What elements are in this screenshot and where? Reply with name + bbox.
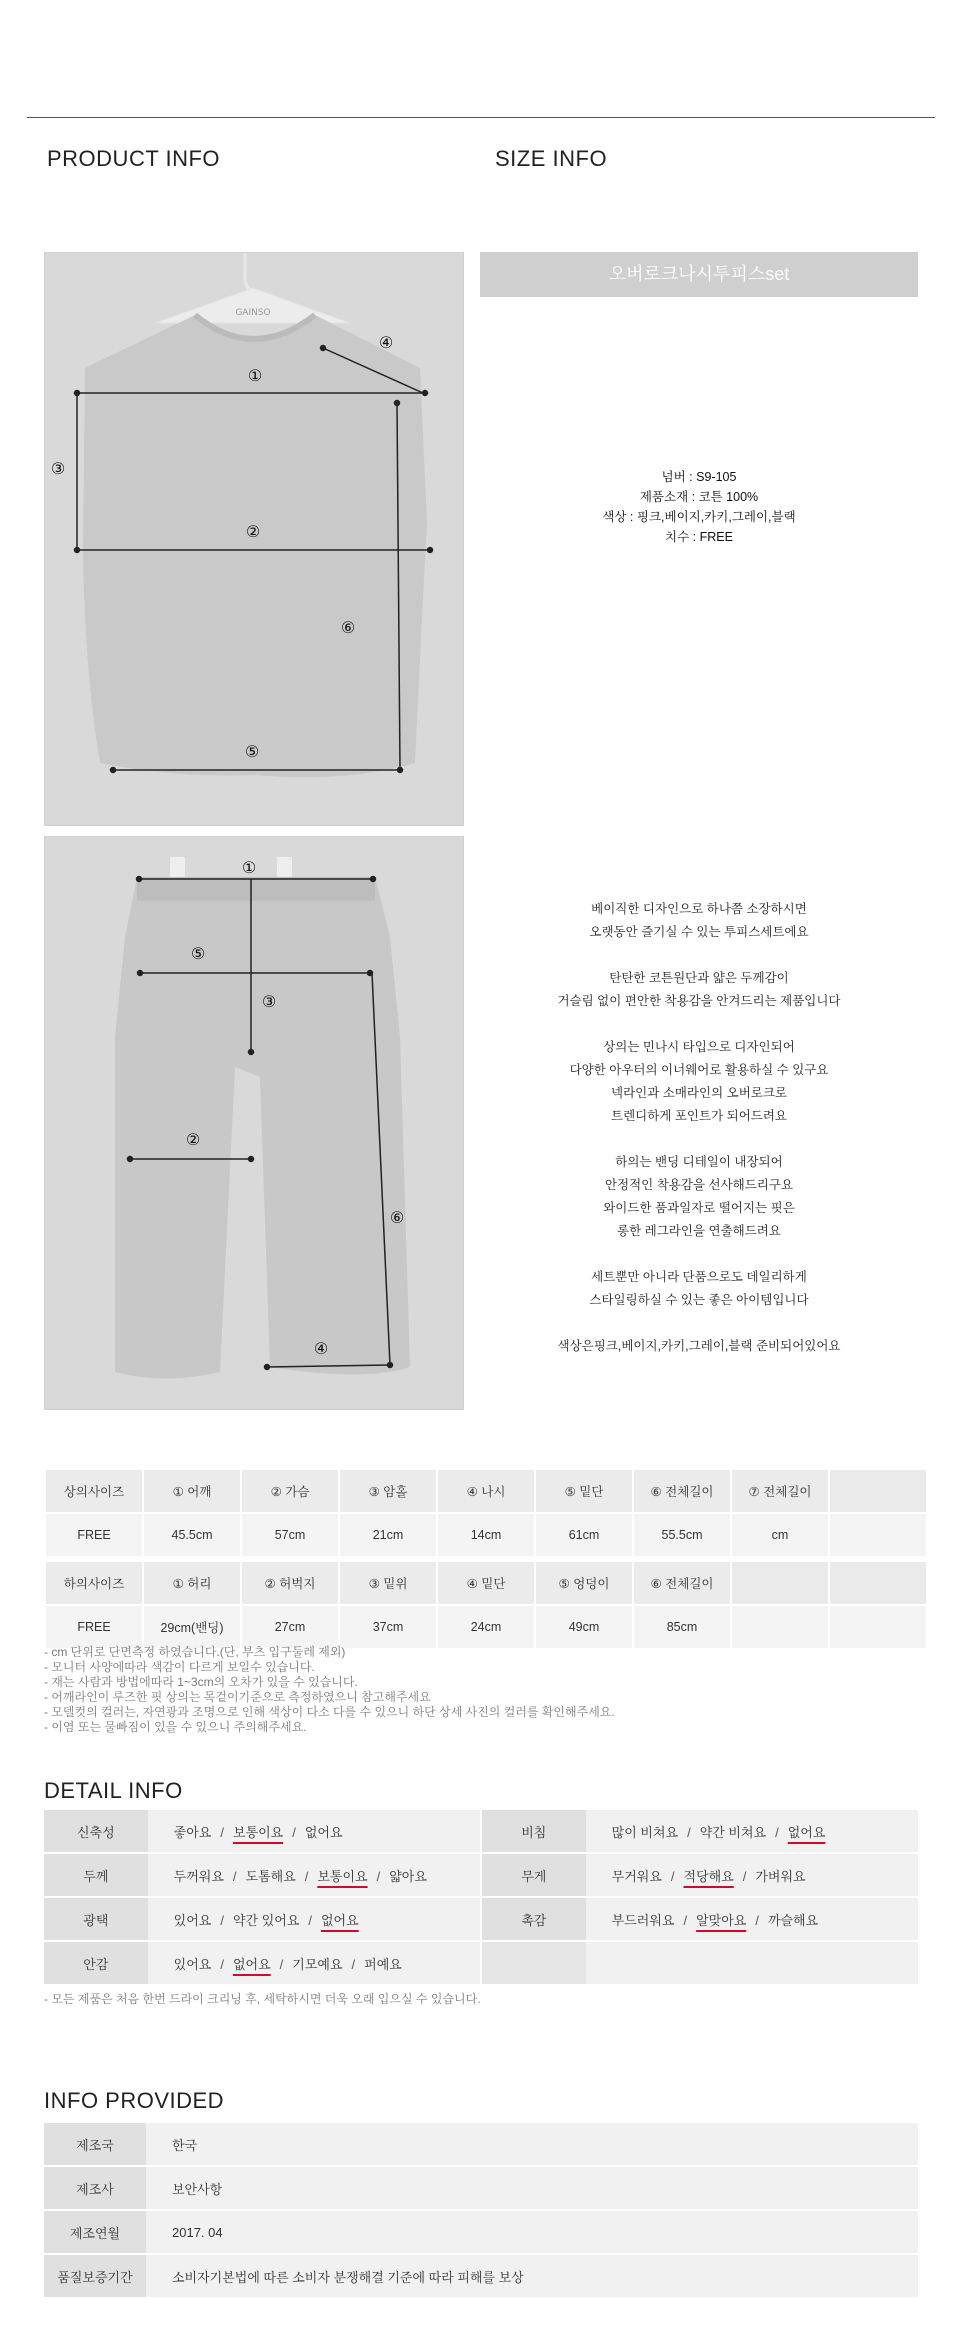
bottom-size-cell: ④ 밑단 [438,1562,534,1604]
bottom-size-cell: ⑤ 엉덩이 [536,1562,632,1604]
detail-option-selected: 알맞아요 [696,1912,747,1928]
bottom-size-cell: 37cm [340,1606,436,1648]
detail-option-selected: 없어요 [321,1912,359,1928]
info-row [44,2254,918,2298]
detail-option: 퍼예요 [364,1956,402,1972]
description-paragraph [480,898,918,944]
detail-label: 신축성 [44,1810,148,1853]
description-paragraph [480,1036,918,1128]
top-measurement-photo [44,252,464,826]
pants-measurement-diagram [45,837,463,1409]
top-size-cell: 14cm [438,1514,534,1556]
top-size-cell: 57cm [242,1514,338,1556]
top-size-cell: 61cm [536,1514,632,1556]
bottom-size-cell: ② 허벅지 [242,1562,338,1604]
pants-marker-4: ④ [313,1339,329,1358]
top-divider [27,117,935,118]
pants-marker-3: ③ [261,992,277,1011]
info-label: 제조연월 [44,2210,146,2254]
info-provided-heading: INFO PROVIDED [44,2088,225,2113]
description-line: 다양한 아우터의 이너웨어로 활용하실 수 있구요 [569,1063,829,1077]
top-measurement-diagram [45,253,463,825]
bottom-size-table [44,1560,928,1650]
option-separator: / [376,1868,381,1884]
description-paragraph [480,1266,918,1312]
info-value: 한국 [146,2123,918,2166]
description-line: 롱한 레그라인을 연출해드려요 [617,1224,781,1238]
option-separator: / [670,1868,675,1884]
pants-measurement-photo [44,836,464,1410]
option-separator: / [687,1824,691,1840]
detail-values [148,1810,481,1853]
option-separator: / [308,1912,312,1928]
info-row [44,2166,918,2210]
description-line: 와이드한 품과일자로 떨어지는 핏은 [603,1201,795,1215]
description-line: 거슬림 없이 편안한 착용감을 안겨드리는 제품입니다 [557,994,841,1008]
top-size-cell: 55.5cm [634,1514,730,1556]
top-size-cell: ⑥ 전체길이 [634,1470,730,1512]
detail-label: 광택 [44,1897,148,1941]
bottom-size-cell [830,1562,926,1604]
option-separator: / [220,1912,224,1928]
option-separator: / [775,1824,779,1840]
bottom-size-cell: 하의사이즈 [46,1562,142,1604]
description-line: 하의는 밴딩 디테일이 내장되어 [615,1155,783,1169]
detail-values [148,1941,481,1985]
detail-option-selected: 보통이요 [317,1868,368,1884]
detail-option: 기모예요 [292,1956,343,1972]
detail-option: 약간 비쳐요 [699,1824,767,1840]
top-marker-1: ① [247,366,263,385]
detail-label: 무게 [481,1853,586,1897]
size-note-line: - 어깨라인이 루즈한 핏 상의는 목겉이기준으로 측정하였으니 참고해주세요 [44,1690,431,1704]
bottom-size-cell: 49cm [536,1606,632,1648]
top-size-cell: ⑤ 밑단 [536,1470,632,1512]
pants-marker-5: ⑤ [190,944,206,963]
detail-option-selected: 없어요 [787,1824,826,1840]
product-description [480,898,918,1381]
bottom-size-cell: 29cm(밴딩) [144,1606,240,1648]
detail-row [44,1897,918,1941]
detail-option: 많이 비쳐요 [611,1824,679,1840]
size-notes [44,1645,615,1735]
bottom-size-cell: ⑥ 전체길이 [634,1562,730,1604]
detail-label [481,1941,586,1985]
detail-option: 얇아요 [389,1868,427,1884]
top-marker-4: ④ [378,333,394,352]
option-separator: / [232,1868,237,1884]
info-label: 제조국 [44,2123,146,2166]
description-line: 상의는 민나시 타입으로 디자인되어 [603,1040,795,1054]
description-line: 트렌디하게 포인트가 되어드려요 [611,1109,787,1123]
bottom-size-cell: FREE [46,1606,142,1648]
description-line: 베이직한 디자인으로 하나쯤 소장하시면 [591,902,807,916]
bottom-size-cell [732,1562,828,1604]
detail-values [586,1853,918,1897]
option-separator: / [683,1912,688,1928]
bottom-size-value-row [46,1606,926,1648]
detail-option: 부드러워요 [611,1912,675,1928]
size-note-line: - 모델컷의 컬러는, 자연광과 조명으로 인해 색상이 다소 다를 수 있으니 하단 상세 사진의 컬러를 확인해주세요. [44,1705,615,1719]
spec-material: 제품소재 : 코튼 100% [639,490,759,504]
top-size-cell: ① 어깨 [144,1470,240,1512]
detail-option: 두꺼워요 [173,1868,224,1884]
detail-values [586,1941,918,1985]
top-size-cell: FREE [46,1514,142,1556]
option-separator: / [220,1824,224,1840]
top-size-table [44,1468,928,1558]
bottom-size-header-row [46,1562,926,1604]
top-marker-6: ⑥ [340,618,356,637]
top-size-cell [830,1514,926,1556]
bottom-size-cell: 27cm [242,1606,338,1648]
detail-option: 가벼워요 [755,1868,806,1884]
description-line: 넥라인과 소매라인의 오버로크로 [611,1086,787,1100]
option-separator: / [304,1868,309,1884]
bottom-size-cell [732,1606,828,1648]
detail-option: 없어요 [304,1824,343,1840]
bottom-size-cell: ① 허리 [144,1562,240,1604]
info-row [44,2210,918,2254]
detail-values [148,1897,481,1941]
option-separator: / [279,1956,284,1972]
top-size-cell: ③ 암홀 [340,1470,436,1512]
top-size-cell: ④ 나시 [438,1470,534,1512]
size-note-line: - 재는 사람과 방법에따라 1~3cm의 오차가 있을 수 있습니다. [44,1675,358,1689]
description-line: 세트뿐만 아니라 단품으로도 데일리하게 [591,1270,807,1284]
bottom-size-cell: ③ 밑위 [340,1562,436,1604]
size-note-line: - 이염 또는 물빠짐이 있을 수 있으니 주의해주세요. [44,1720,307,1734]
detail-values [586,1897,918,1941]
info-provided-table [44,2123,918,2299]
top-marker-3: ③ [50,459,66,478]
info-value: 2017. 04 [146,2210,918,2254]
description-paragraph [480,1151,918,1243]
detail-label: 두께 [44,1853,148,1897]
detail-values [586,1810,918,1853]
description-line: 스타일링하실 수 있는 좋은 아이템입니다 [589,1293,809,1307]
detail-option-selected: 없어요 [232,1956,271,1972]
detail-info-heading: DETAIL INFO [44,1778,183,1803]
description-paragraph [480,1335,918,1358]
option-separator: / [755,1912,759,1928]
detail-info-table [44,1810,918,1986]
info-value: 소비자기본법에 따른 소비자 분쟁해결 기준에 따라 피해를 보상 [146,2254,918,2298]
detail-option: 무거워요 [611,1868,662,1884]
bottom-size-cell: 24cm [438,1606,534,1648]
info-label: 제조사 [44,2166,146,2210]
description-line: 탄탄한 코튼원단과 얇은 두께감이 [609,971,789,985]
detail-option: 있어요 [173,1956,212,1972]
top-marker-5: ⑤ [244,742,260,761]
detail-label: 촉감 [481,1897,586,1941]
size-note-line: - cm 단위로 단면측정 하였습니다.(단, 부츠 입구둘레 제외) [44,1645,346,1659]
top-size-cell [830,1470,926,1512]
product-info-heading: PRODUCT INFO [47,146,221,171]
size-note-line: - 모니터 사양에따라 색감이 다르게 보일수 있습니다. [44,1660,315,1674]
top-size-value-row [46,1514,926,1556]
product-specs [480,467,918,547]
detail-option-selected: 보통이요 [232,1824,284,1840]
top-size-cell: 상의사이즈 [46,1470,142,1512]
description-line: 오랫동안 즐기실 수 있는 투피스세트에요 [589,925,809,939]
info-value: 보안사항 [146,2166,918,2210]
detail-option-selected: 적당해요 [683,1868,734,1884]
option-separator: / [292,1824,296,1840]
option-separator: / [742,1868,747,1884]
bottom-size-cell [830,1606,926,1648]
top-size-cell: ⑦ 전체길이 [732,1470,828,1512]
detail-option: 까슬해요 [767,1912,819,1928]
top-marker-2: ② [245,522,261,541]
top-size-cell: 45.5cm [144,1514,240,1556]
option-separator: / [351,1956,356,1972]
detail-row [44,1853,918,1897]
description-line: 안정적인 착용감을 선사해드리구요 [604,1178,794,1192]
description-line: 색상은핑크,베이지,카키,그레이,블랙 준비되어있어요 [557,1339,841,1353]
detail-label: 비침 [481,1810,586,1853]
detail-row [44,1941,918,1985]
detail-option: 도톰해요 [245,1868,296,1884]
info-label: 품질보증기간 [44,2254,146,2298]
spec-size: 치수 : FREE [665,530,733,544]
bottom-size-cell: 85cm [634,1606,730,1648]
pants-marker-6: ⑥ [389,1208,405,1227]
detail-option: 좋아요 [173,1824,212,1840]
detail-row [44,1810,918,1853]
pants-marker-1: ① [241,858,257,877]
pants-marker-2: ② [185,1130,201,1149]
detail-values [148,1853,481,1897]
detail-note: - 모든 제품은 처음 한번 드라이 크리닝 후, 세탁하시면 더욱 오래 입으실 수 있습니다. [44,1992,481,2006]
spec-number: 넘버 : S9-105 [661,470,737,484]
detail-label: 안감 [44,1941,148,1985]
detail-option: 있어요 [173,1912,212,1928]
top-size-header-row [46,1470,926,1512]
detail-option: 약간 있어요 [232,1912,300,1928]
product-name-banner: 오버로크나시투피스set [480,252,918,297]
spec-colors: 색상 : 핑크,베이지,카키,그레이,블랙 [602,510,796,524]
top-size-cell: ② 가슴 [242,1470,338,1512]
hanger-brand: GAINSO [235,308,271,318]
top-size-cell: 21cm [340,1514,436,1556]
option-separator: / [220,1956,224,1972]
top-size-cell: cm [732,1514,828,1556]
info-row [44,2123,918,2166]
size-info-heading: SIZE INFO [495,146,608,171]
description-paragraph [480,967,918,1013]
